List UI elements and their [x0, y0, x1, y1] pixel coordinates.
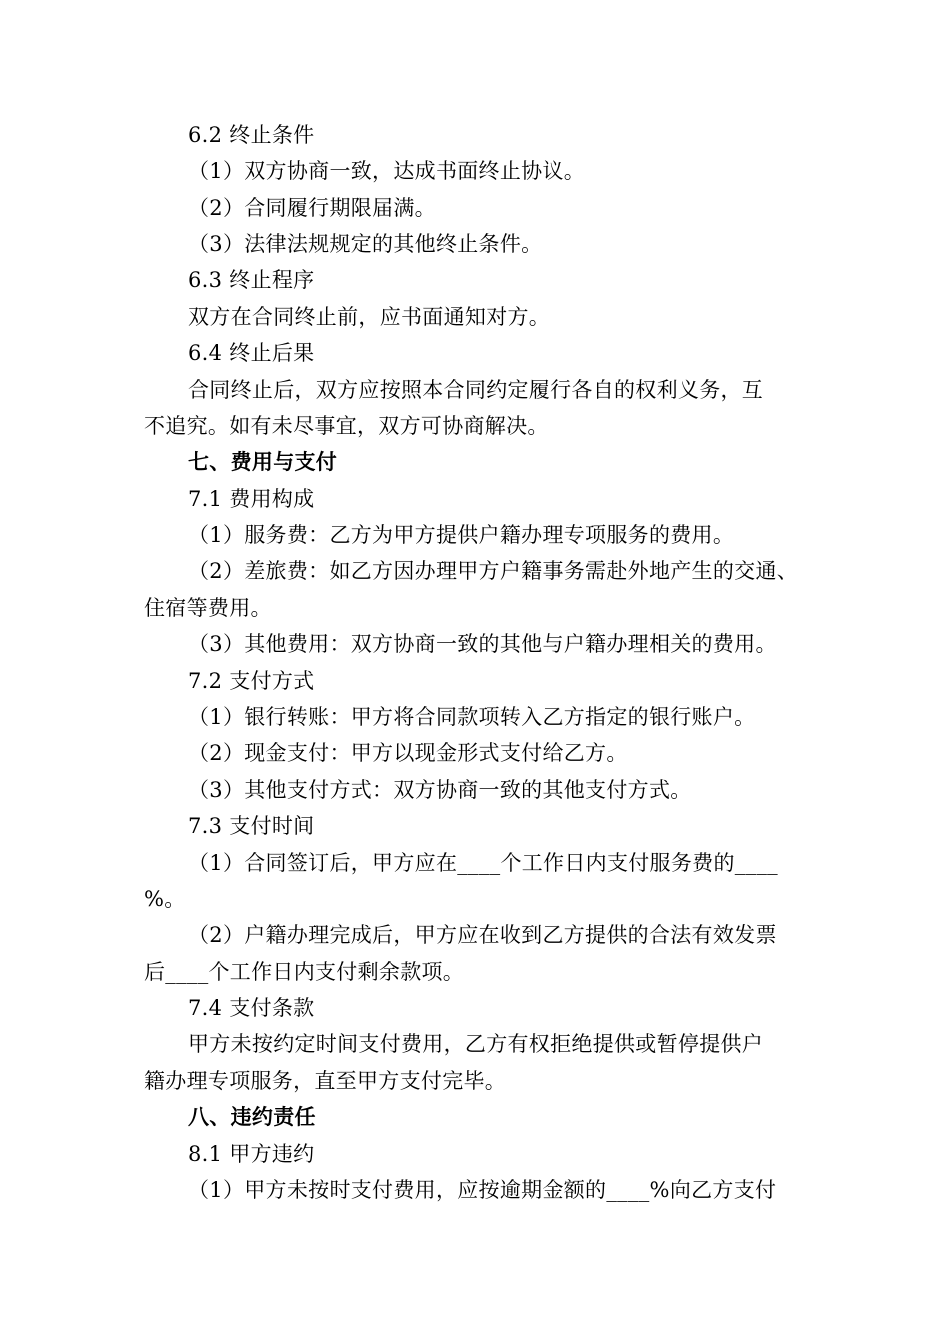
paragraph: （1）银行转账：甲方将合同款项转入乙方指定的银行账户。: [188, 705, 756, 729]
paragraph: （3）其他费用：双方协商一致的其他与户籍办理相关的费用。: [188, 632, 777, 656]
paragraph: （1）合同签订后，甲方应在____个工作日内支付服务费的____: [188, 851, 778, 875]
paragraph-continuation: 住宿等费用。: [144, 596, 272, 620]
paragraph-continuation: 不追究。如有未尽事宜，双方可协商解决。: [144, 414, 549, 438]
paragraph: （1）甲方未按时支付费用，应按逾期金额的____%向乙方支付: [188, 1178, 777, 1202]
section-heading-8: 八、违约责任: [188, 1104, 316, 1129]
subsection-heading-7-4: 7.4 支付条款: [188, 996, 315, 1020]
paragraph: 双方在合同终止前，应书面通知对方。: [188, 305, 551, 329]
paragraph: （2）合同履行期限届满。: [188, 196, 436, 220]
subsection-heading-7-1: 7.1 费用构成: [188, 487, 315, 511]
paragraph: （1）服务费：乙方为甲方提供户籍办理专项服务的费用。: [188, 523, 735, 547]
paragraph-continuation: %。: [144, 887, 186, 911]
paragraph: （3）法律法规规定的其他终止条件。: [188, 232, 543, 256]
paragraph: （2）差旅费：如乙方因办理甲方户籍事务需赴外地产生的交通、: [188, 559, 799, 583]
subsection-heading-7-2: 7.2 支付方式: [188, 669, 315, 693]
paragraph: 甲方未按约定时间支付费用，乙方有权拒绝提供或暂停提供户: [188, 1032, 764, 1056]
subsection-heading-6-3: 6.3 终止程序: [188, 268, 315, 292]
paragraph: （2）现金支付：甲方以现金形式支付给乙方。: [188, 741, 628, 765]
paragraph: （1）双方协商一致，达成书面终止协议。: [188, 159, 586, 183]
subsection-heading-6-4: 6.4 终止后果: [188, 341, 315, 365]
paragraph: （2）户籍办理完成后，甲方应在收到乙方提供的合法有效发票: [188, 923, 777, 947]
subsection-heading-7-3: 7.3 支付时间: [188, 814, 315, 838]
paragraph: （3）其他支付方式：双方协商一致的其他支付方式。: [188, 778, 692, 802]
paragraph-continuation: 后____个工作日内支付剩余款项。: [144, 960, 465, 984]
paragraph: 合同终止后，双方应按照本合同约定履行各自的权利义务，互: [188, 378, 764, 402]
paragraph-continuation: 籍办理专项服务，直至甲方支付完毕。: [144, 1069, 507, 1093]
subsection-heading-8-1: 8.1 甲方违约: [188, 1142, 315, 1166]
subsection-heading-6-2: 6.2 终止条件: [188, 123, 315, 147]
section-heading-7: 七、费用与支付: [188, 449, 338, 474]
